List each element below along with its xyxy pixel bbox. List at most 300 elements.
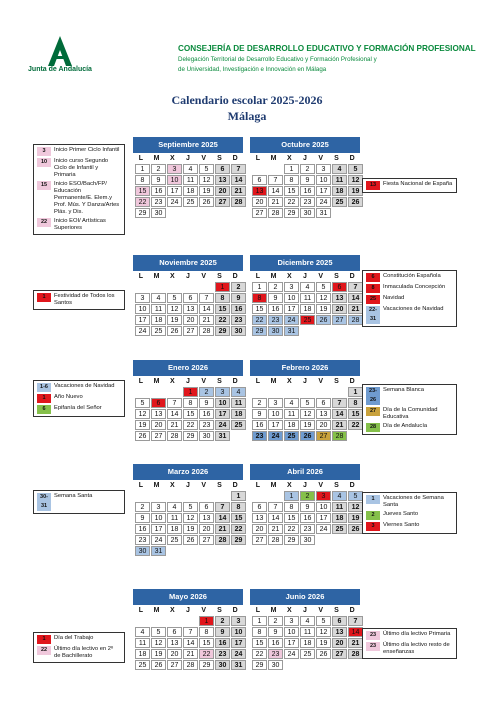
day-cell: 21 xyxy=(231,186,246,196)
month-title: Septiembre 2025 xyxy=(133,137,243,153)
day-cell: 9 xyxy=(252,409,267,419)
day-cell: 12 xyxy=(199,175,214,185)
day-cell: 1 xyxy=(252,282,267,292)
day-cell: 12 xyxy=(300,409,315,419)
legend-item xyxy=(366,407,453,421)
day-cell: 14 xyxy=(215,513,230,523)
day-cell: 2 xyxy=(268,616,283,626)
month-calendar xyxy=(133,464,243,556)
weekday-header xyxy=(133,272,243,282)
weekday-label: V xyxy=(318,273,324,280)
weekday-label: M xyxy=(153,155,160,162)
day-cell: 8 xyxy=(284,502,299,512)
day-cell: 23 xyxy=(215,649,230,659)
day-cell: 8 xyxy=(348,398,363,408)
day-cell: 24 xyxy=(316,197,331,207)
day-cell: 18 xyxy=(135,649,150,659)
weekday-label: D xyxy=(232,155,238,162)
legend-item xyxy=(37,181,121,216)
day-cell: 22 xyxy=(252,315,267,325)
day-cell: 23 xyxy=(300,197,315,207)
day-cell: 26 xyxy=(316,315,331,325)
legend-swatch: 1 xyxy=(37,394,51,403)
weekday-label: V xyxy=(201,155,207,162)
weekday-label: M xyxy=(270,482,277,489)
day-grid xyxy=(250,616,360,670)
day-cell: 27 xyxy=(215,197,230,207)
legend-item xyxy=(37,493,121,511)
day-cell: 23 xyxy=(199,420,214,430)
day-cell: 5 xyxy=(183,502,198,512)
day-cell: 9 xyxy=(231,293,246,303)
day-cell: 15 xyxy=(183,409,198,419)
empty-cell xyxy=(151,616,166,626)
day-cell: 14 xyxy=(348,627,363,637)
legend-swatch: 10 xyxy=(37,158,51,167)
day-cell: 16 xyxy=(231,304,246,314)
day-cell: 6 xyxy=(252,502,267,512)
day-cell: 27 xyxy=(316,431,331,441)
day-cell: 28 xyxy=(199,326,214,336)
month-title: Noviembre 2025 xyxy=(133,255,243,271)
day-cell: 21 xyxy=(215,524,230,534)
day-cell: 29 xyxy=(252,660,267,670)
day-cell: 19 xyxy=(151,649,166,659)
weekday-label: X xyxy=(286,273,292,280)
day-cell: 3 xyxy=(268,398,283,408)
day-cell: 18 xyxy=(167,524,182,534)
legend-text: Inicio curso Segundo Ciclo de Infantil y Primaria xyxy=(54,158,109,178)
weekday-label: J xyxy=(186,273,190,280)
legend-text: Último día lectivo Primaria xyxy=(383,631,451,637)
weekday-label: D xyxy=(232,378,238,385)
legend-item xyxy=(366,306,453,324)
day-grid xyxy=(133,282,243,336)
legend-swatch: 6 xyxy=(37,405,51,414)
empty-cell xyxy=(183,616,198,626)
day-cell: 6 xyxy=(332,616,347,626)
legend-item xyxy=(37,383,121,392)
legend-swatch: 22-31 xyxy=(366,306,380,324)
legend-item xyxy=(366,295,453,304)
weekday-label: L xyxy=(138,378,143,385)
day-cell: 25 xyxy=(332,197,347,207)
weekday-label: D xyxy=(349,273,355,280)
weekday-label: X xyxy=(169,273,175,280)
day-cell: 6 xyxy=(332,282,347,292)
day-cell: 4 xyxy=(300,616,315,626)
weekday-label: V xyxy=(201,273,207,280)
legend-swatch: 23 xyxy=(366,642,380,651)
empty-cell xyxy=(135,387,150,397)
weekday-label: L xyxy=(138,273,143,280)
weekday-label: X xyxy=(169,607,175,614)
weekday-header xyxy=(133,377,243,387)
month-calendar xyxy=(133,589,243,670)
legend-item xyxy=(366,495,453,509)
legend-item xyxy=(366,273,453,282)
weekday-label: L xyxy=(138,155,143,162)
day-cell: 3 xyxy=(284,616,299,626)
day-cell: 11 xyxy=(151,304,166,314)
day-cell: 1 xyxy=(199,616,214,626)
legend-text: Día del Trabajo xyxy=(54,635,94,641)
day-cell: 15 xyxy=(199,638,214,648)
day-grid xyxy=(133,164,243,218)
day-cell: 24 xyxy=(215,420,230,430)
legend-text: Semana Santa xyxy=(54,493,93,499)
day-cell: 17 xyxy=(231,638,246,648)
day-cell: 21 xyxy=(199,315,214,325)
empty-cell xyxy=(252,164,267,174)
day-cell: 13 xyxy=(316,409,331,419)
delegacion-line: Delegación Territorial de Desarrollo Educativo y Formación Profesional y xyxy=(178,56,377,63)
month-title: Octubre 2025 xyxy=(250,137,360,153)
legend-swatch: 15 xyxy=(37,181,51,190)
empty-cell xyxy=(268,164,283,174)
day-grid xyxy=(250,282,360,336)
day-cell: 14 xyxy=(268,186,283,196)
day-cell: 23 xyxy=(252,431,267,441)
weekday-label: X xyxy=(286,607,292,614)
day-cell: 29 xyxy=(284,208,299,218)
legend-text: Inicio ESO/Bach/FP/ Educación Permanente/E. Elem.y Prof. Mús. Y Danza/Artes Plás. y Dis. xyxy=(54,181,120,215)
legend-text: Viernes Santo xyxy=(383,522,420,528)
day-cell: 15 xyxy=(231,513,246,523)
day-grid xyxy=(133,616,243,670)
legend-text: Día de Andalucía xyxy=(383,423,428,429)
day-cell: 27 xyxy=(252,208,267,218)
legend-text: Último día lectivo resto de enseñanzas xyxy=(383,642,450,655)
weekday-label: S xyxy=(334,378,339,385)
day-cell: 11 xyxy=(332,175,347,185)
legend-box-feb xyxy=(362,384,457,435)
day-cell: 9 xyxy=(268,293,283,303)
weekday-label: J xyxy=(186,607,190,614)
day-cell: 1 xyxy=(135,164,150,174)
day-cell: 17 xyxy=(268,420,283,430)
empty-cell xyxy=(183,282,198,292)
day-cell: 9 xyxy=(300,502,315,512)
day-cell: 26 xyxy=(300,431,315,441)
day-cell: 7 xyxy=(231,164,246,174)
day-cell: 17 xyxy=(284,638,299,648)
day-cell: 16 xyxy=(300,513,315,523)
weekday-label: L xyxy=(255,155,260,162)
day-cell: 17 xyxy=(167,186,182,196)
universidad-line: de Universidad, Investigación e Innovación en Málaga xyxy=(178,66,327,73)
legend-item xyxy=(37,158,121,179)
weekday-label: M xyxy=(153,378,160,385)
day-cell: 15 xyxy=(252,638,267,648)
legend-swatch: 3 xyxy=(366,522,380,531)
weekday-header xyxy=(250,606,360,616)
weekday-header xyxy=(250,481,360,491)
day-cell: 10 xyxy=(316,502,331,512)
empty-cell xyxy=(316,387,331,397)
day-cell: 17 xyxy=(215,409,230,419)
legend-text: Festividad de Todos los Santos xyxy=(54,293,115,306)
day-cell: 29 xyxy=(284,535,299,545)
day-cell: 2 xyxy=(231,282,246,292)
day-cell: 5 xyxy=(348,164,363,174)
legend-item xyxy=(37,635,121,644)
legend-text: Último día lectivo en 2º de Bachillerato xyxy=(54,646,114,659)
day-cell: 4 xyxy=(284,398,299,408)
day-cell: 28 xyxy=(332,431,347,441)
legend-item xyxy=(366,284,453,293)
weekday-label: D xyxy=(349,607,355,614)
day-cell: 28 xyxy=(348,315,363,325)
legend-swatch: 3 xyxy=(37,147,51,156)
day-cell: 30 xyxy=(268,326,283,336)
day-cell: 12 xyxy=(316,293,331,303)
day-cell: 5 xyxy=(167,293,182,303)
day-cell: 19 xyxy=(183,524,198,534)
empty-cell xyxy=(183,491,198,501)
page-subtitle: Málaga xyxy=(227,109,267,123)
legend-swatch: 13 xyxy=(366,181,380,190)
day-cell: 7 xyxy=(199,293,214,303)
empty-cell xyxy=(135,616,150,626)
day-cell: 23 xyxy=(268,649,283,659)
month-title: Mayo 2026 xyxy=(133,589,243,605)
day-cell: 11 xyxy=(167,513,182,523)
day-cell: 20 xyxy=(167,649,182,659)
weekday-label: M xyxy=(270,607,277,614)
day-cell: 31 xyxy=(284,326,299,336)
legend-box-dic xyxy=(362,270,457,327)
legend-swatch: 1 xyxy=(37,293,51,302)
day-cell: 19 xyxy=(199,186,214,196)
day-cell: 8 xyxy=(252,293,267,303)
day-cell: 24 xyxy=(135,326,150,336)
day-cell: 1 xyxy=(252,616,267,626)
day-cell: 6 xyxy=(252,175,267,185)
day-cell: 18 xyxy=(183,186,198,196)
legend-box-jun xyxy=(362,628,457,659)
day-cell: 20 xyxy=(199,524,214,534)
day-grid xyxy=(250,387,360,441)
day-grid xyxy=(250,491,360,545)
weekday-label: S xyxy=(334,155,339,162)
day-cell: 5 xyxy=(316,616,331,626)
day-cell: 13 xyxy=(252,513,267,523)
day-cell: 30 xyxy=(300,208,315,218)
day-cell: 9 xyxy=(300,175,315,185)
weekday-header xyxy=(250,272,360,282)
legend-text: Año Nuevo xyxy=(54,394,83,400)
day-cell: 7 xyxy=(332,398,347,408)
legend-item xyxy=(366,631,453,640)
day-cell: 22 xyxy=(252,649,267,659)
day-cell: 26 xyxy=(135,431,150,441)
weekday-label: L xyxy=(255,273,260,280)
day-cell: 20 xyxy=(316,420,331,430)
day-cell: 6 xyxy=(316,398,331,408)
day-cell: 5 xyxy=(348,491,363,501)
weekday-header xyxy=(250,154,360,164)
day-cell: 12 xyxy=(135,409,150,419)
legend-text: Vacaciones de Semana Santa xyxy=(383,495,444,508)
day-cell: 4 xyxy=(135,627,150,637)
empty-cell xyxy=(151,282,166,292)
legend-item xyxy=(37,646,121,660)
day-cell: 18 xyxy=(284,420,299,430)
day-cell: 8 xyxy=(135,175,150,185)
day-cell: 5 xyxy=(199,164,214,174)
day-cell: 28 xyxy=(268,535,283,545)
day-cell: 13 xyxy=(332,627,347,637)
day-cell: 20 xyxy=(332,304,347,314)
day-cell: 20 xyxy=(252,524,267,534)
legend-item xyxy=(37,394,121,403)
day-cell: 25 xyxy=(135,660,150,670)
weekday-label: X xyxy=(169,155,175,162)
day-cell: 15 xyxy=(284,186,299,196)
legend-text: Navidad xyxy=(383,295,405,301)
weekday-label: M xyxy=(270,155,277,162)
day-cell: 30 xyxy=(215,660,230,670)
empty-cell xyxy=(252,387,267,397)
weekday-label: D xyxy=(349,378,355,385)
month-title: Marzo 2026 xyxy=(133,464,243,480)
day-cell: 25 xyxy=(167,535,182,545)
day-cell: 21 xyxy=(167,420,182,430)
legend-text: Inicio EOI/ Artísticas Superiores xyxy=(54,218,106,231)
day-cell: 21 xyxy=(348,304,363,314)
day-cell: 19 xyxy=(135,420,150,430)
legend-item xyxy=(366,511,453,520)
weekday-label: J xyxy=(186,482,190,489)
day-cell: 29 xyxy=(135,208,150,218)
legend-swatch: 1 xyxy=(366,495,380,504)
day-cell: 14 xyxy=(199,304,214,314)
day-cell: 9 xyxy=(199,398,214,408)
day-cell: 2 xyxy=(268,282,283,292)
day-cell: 21 xyxy=(268,197,283,207)
day-cell: 23 xyxy=(151,197,166,207)
day-cell: 29 xyxy=(252,326,267,336)
weekday-label: V xyxy=(201,607,207,614)
day-cell: 11 xyxy=(300,293,315,303)
junta-logo-icon xyxy=(48,36,72,66)
month-calendar xyxy=(133,360,243,441)
day-cell: 11 xyxy=(284,409,299,419)
day-cell: 11 xyxy=(332,502,347,512)
day-cell: 16 xyxy=(252,420,267,430)
day-cell: 1 xyxy=(215,282,230,292)
day-cell: 13 xyxy=(167,638,182,648)
day-cell: 26 xyxy=(199,197,214,207)
day-cell: 25 xyxy=(300,315,315,325)
day-cell: 7 xyxy=(167,398,182,408)
month-calendar xyxy=(250,464,360,545)
day-cell: 8 xyxy=(252,627,267,637)
legend-item xyxy=(37,293,121,307)
weekday-label: L xyxy=(138,607,143,614)
day-grid xyxy=(250,164,360,218)
legend-item xyxy=(37,147,121,156)
empty-cell xyxy=(215,491,230,501)
day-cell: 5 xyxy=(135,398,150,408)
empty-cell xyxy=(135,491,150,501)
weekday-label: S xyxy=(217,482,222,489)
day-cell: 10 xyxy=(167,175,182,185)
day-cell: 8 xyxy=(231,502,246,512)
day-cell: 6 xyxy=(199,502,214,512)
legend-text: Constitución Española xyxy=(383,273,441,279)
legend-item xyxy=(366,642,453,656)
day-cell: 12 xyxy=(348,175,363,185)
legend-text: Jueves Santo xyxy=(383,511,419,517)
day-cell: 11 xyxy=(231,398,246,408)
day-cell: 24 xyxy=(284,649,299,659)
day-cell: 6 xyxy=(215,164,230,174)
day-cell: 2 xyxy=(135,502,150,512)
day-cell: 24 xyxy=(268,431,283,441)
weekday-label: S xyxy=(217,155,222,162)
month-calendar xyxy=(133,137,243,218)
day-cell: 5 xyxy=(316,282,331,292)
day-cell: 8 xyxy=(284,175,299,185)
empty-cell xyxy=(151,491,166,501)
day-cell: 4 xyxy=(332,491,347,501)
legend-item xyxy=(366,423,453,432)
day-cell: 14 xyxy=(231,175,246,185)
day-cell: 16 xyxy=(268,304,283,314)
day-cell: 8 xyxy=(215,293,230,303)
day-cell: 16 xyxy=(151,186,166,196)
day-cell: 10 xyxy=(316,175,331,185)
day-cell: 17 xyxy=(135,315,150,325)
day-cell: 27 xyxy=(167,660,182,670)
day-cell: 17 xyxy=(316,513,331,523)
day-cell: 15 xyxy=(135,186,150,196)
day-cell: 3 xyxy=(215,387,230,397)
day-cell: 10 xyxy=(284,627,299,637)
day-cell: 17 xyxy=(316,186,331,196)
day-cell: 7 xyxy=(348,282,363,292)
weekday-label: J xyxy=(303,378,307,385)
weekday-header xyxy=(250,377,360,387)
day-cell: 10 xyxy=(135,304,150,314)
day-cell: 16 xyxy=(300,186,315,196)
day-cell: 25 xyxy=(332,524,347,534)
weekday-label: V xyxy=(201,378,207,385)
day-cell: 30 xyxy=(199,431,214,441)
weekday-label: S xyxy=(334,273,339,280)
weekday-label: J xyxy=(186,378,190,385)
day-cell: 3 xyxy=(167,164,182,174)
day-cell: 18 xyxy=(332,186,347,196)
day-cell: 22 xyxy=(135,197,150,207)
legend-text: Día de la Comunidad Educativa xyxy=(383,407,438,420)
month-calendar xyxy=(250,589,360,670)
day-cell: 6 xyxy=(167,627,182,637)
day-cell: 29 xyxy=(215,326,230,336)
day-cell: 12 xyxy=(167,304,182,314)
day-cell: 9 xyxy=(215,627,230,637)
legend-item xyxy=(366,387,453,405)
day-cell: 2 xyxy=(300,491,315,501)
day-cell: 15 xyxy=(252,304,267,314)
day-cell: 19 xyxy=(167,315,182,325)
day-cell: 26 xyxy=(348,524,363,534)
day-cell: 19 xyxy=(316,638,331,648)
day-cell: 24 xyxy=(316,524,331,534)
day-cell: 27 xyxy=(199,535,214,545)
